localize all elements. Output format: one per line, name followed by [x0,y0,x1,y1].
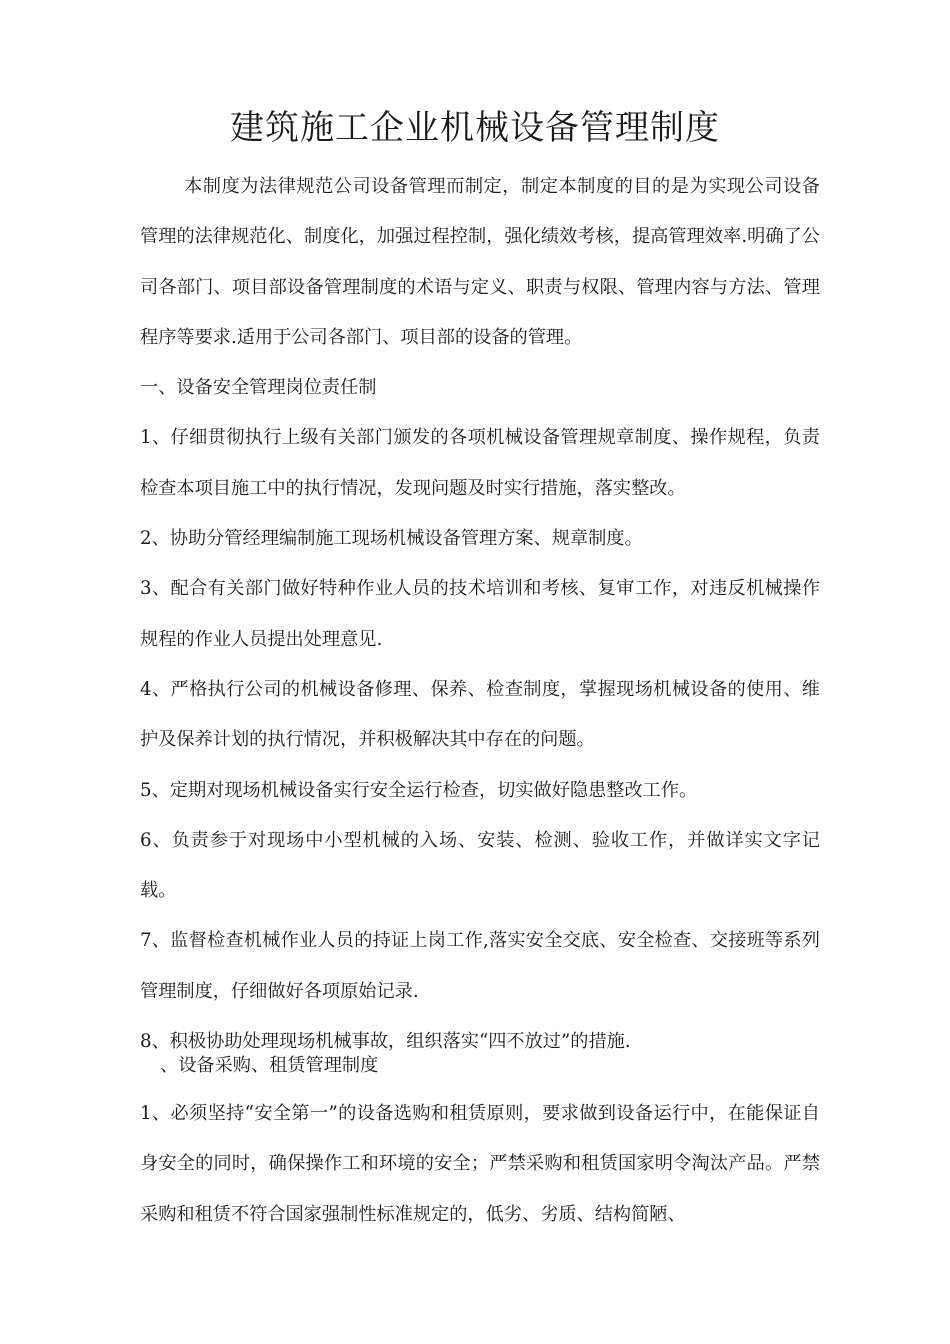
list-item: 2、协助分管经理编制施工现场机械设备管理方案、规章制度。 [140,528,643,550]
list-item: 1、仔细贯彻执行上级有关部门颁发的各项机械设备管理规章制度、操作规程，负责检查本项目施工中的执行情况，发现问题及时实行措施，落实整改。 [140,427,820,499]
list-item: 6、负责参于对现场中小型机械的入场、安装、检测、验收工作，并做详实文字记载。 [140,829,820,902]
list-item: 3、配合有关部门做好特种作业人员的技术培训和考核、复审工作，对违反机械操作规程的作业人员提出处理意见. [140,578,820,650]
document-title: 建筑施工企业机械设备管理制度 [230,108,720,148]
section-heading: 一、设备安全管理岗位责任制 [140,377,377,399]
document-body [140,162,820,1240]
section-heading: 、设备采购、租赁管理制度 [160,1055,379,1077]
list-item: 4、严格执行公司的机械设备修理、保养、检查制度，掌握现场机械设备的使用、维护及保养计划的执行情况，并积极解决其中存在的问题。 [140,678,820,751]
list-item: 1、必须坚持“安全第一”的设备选购和租赁原则，要求做到设备运行中，在能保证自身安全的同时，确保操作工和环境的安全；严禁采购和租赁国家明令淘汰产品。严禁采购和租赁不符合国家强制性标准规定的，低劣、劣质、结构简陋、 [140,1103,820,1225]
list-item: 8、积极协助处理现场机械事故，组织落实“四不放过”的措施. [140,1031,631,1053]
list-item: 5、定期对现场机械设备实行安全运行检查，切实做好隐患整改工作。 [140,779,698,801]
list-item: 7、监督检查机械作业人员的持证上岗工作,落实安全交底、安全检查、交接班等系列管理制度，仔细做好各项原始记录. [140,930,820,1002]
intro-paragraph: 本制度为法律规范公司设备管理而制定，制定本制度的目的是为实现公司设备管理的法律规范化、制度化，加强过程控制，强化绩效考核，提高管理效率.明确了公司各部门、项目部设备管理制度的术语与定义、职责与权限、管理内容与方法、管理程序等要求.适用于公司各部门、项目部的设备的管理。 [140,176,820,348]
